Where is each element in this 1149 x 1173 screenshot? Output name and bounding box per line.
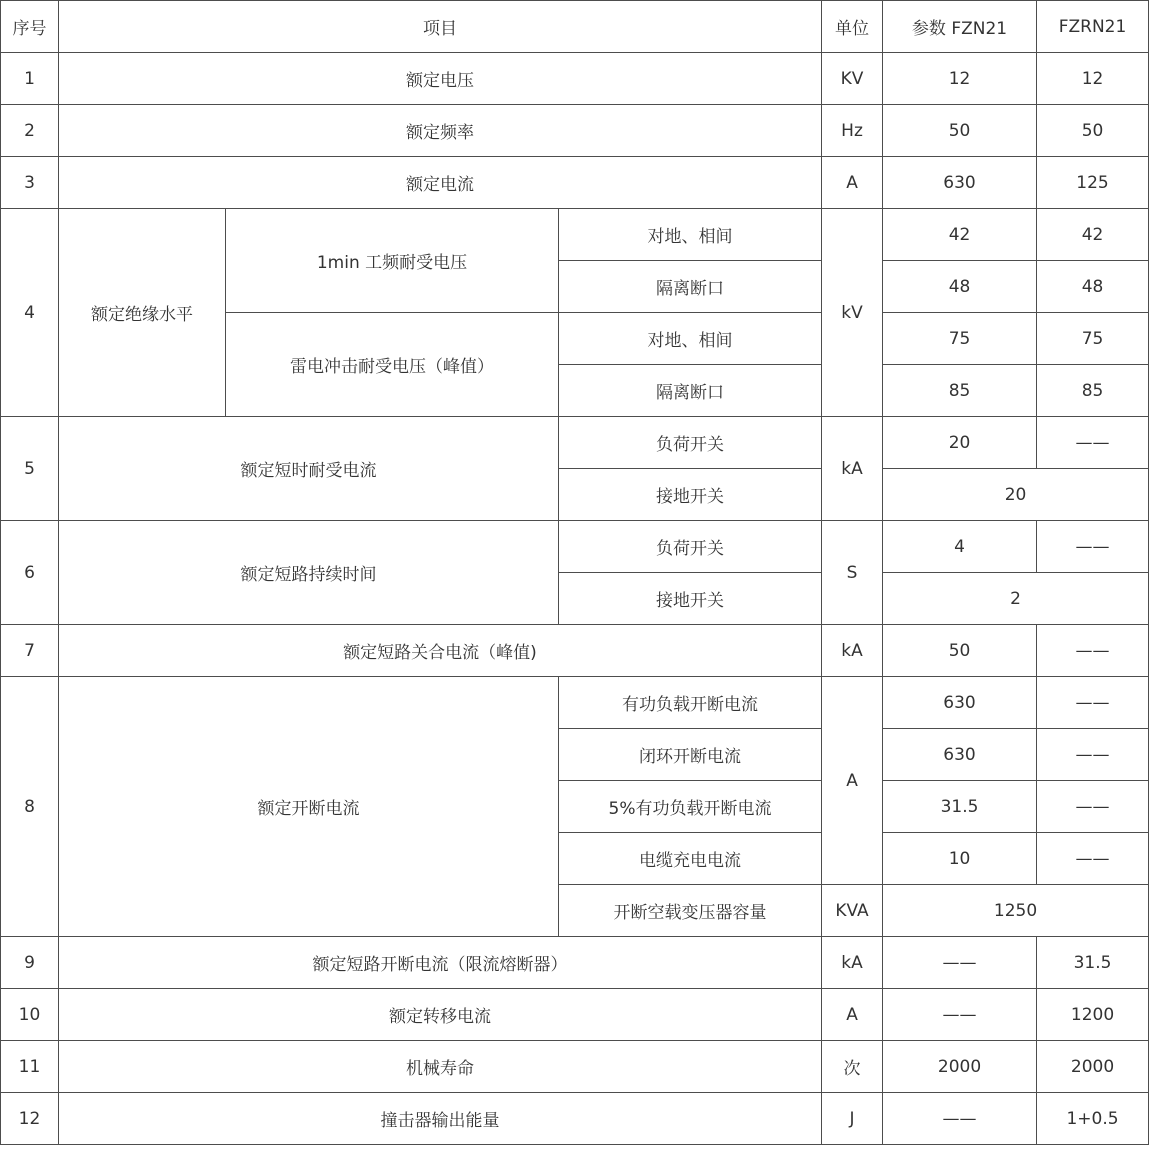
fzrn21-value: —— [1037,729,1149,781]
sub-item-label: 5%有功负载开断电流 [559,781,822,833]
fzrn21-value: 75 [1037,313,1149,365]
table-row [1,1093,1149,1145]
row-unit: S [822,521,883,625]
row-item: 额定频率 [59,105,822,157]
row-item: 机械寿命 [59,1041,822,1093]
row-no: 8 [1,677,59,937]
row-unit: kV [822,209,883,417]
fzn21-value: 20 [883,417,1037,469]
fzn21-value: 10 [883,833,1037,885]
row-item: 额定绝缘水平 [59,209,226,417]
table-row [1,157,1149,209]
row-unit: A [822,989,883,1041]
lightning-impulse-withstand-label: 雷电冲击耐受电压（峰值） [226,313,559,417]
header-no: 序号 [1,1,59,53]
row-item: 额定电流 [59,157,822,209]
fzrn21-value: —— [1037,625,1149,677]
header-item: 项目 [59,1,822,53]
header-unit: 单位 [822,1,883,53]
fzrn21-value: —— [1037,417,1149,469]
sub-item-label: 有功负载开断电流 [559,677,822,729]
row-item: 额定短路关合电流（峰值) [59,625,822,677]
row-unit: Hz [822,105,883,157]
sub-item-label: 负荷开关 [559,521,822,573]
row-no: 10 [1,989,59,1041]
sub-item-label: 对地、相间 [559,313,822,365]
row-no: 1 [1,53,59,105]
power-frequency-withstand-label: 1min 工频耐受电压 [226,209,559,313]
row-no: 3 [1,157,59,209]
sub-item-label: 接地开关 [559,573,822,625]
row-item: 额定电压 [59,53,822,105]
sub-item-label: 接地开关 [559,469,822,521]
row-item: 额定开断电流 [59,677,559,937]
fzrn21-value: 1200 [1037,989,1149,1041]
row-item: 额定短路开断电流（限流熔断器） [59,937,822,989]
table-row [1,937,1149,989]
table-row [1,209,1149,261]
row-no: 7 [1,625,59,677]
fzrn21-value: 48 [1037,261,1149,313]
row-no: 12 [1,1093,59,1145]
row-unit: J [822,1093,883,1145]
fzn21-value: 2000 [883,1041,1037,1093]
fzrn21-value: 125 [1037,157,1149,209]
fzn21-value: 630 [883,729,1037,781]
fzrn21-value: 31.5 [1037,937,1149,989]
sub-item-label: 负荷开关 [559,417,822,469]
row-unit: kA [822,417,883,521]
sub-item-label: 隔离断口 [559,365,822,417]
fzn21-value: 42 [883,209,1037,261]
sub-item-label: 对地、相间 [559,209,822,261]
row-item: 额定转移电流 [59,989,822,1041]
header-row [1,1,1149,53]
row-unit: kA [822,625,883,677]
fzrn21-value: 50 [1037,105,1149,157]
fzn21-value: 31.5 [883,781,1037,833]
fzrn21-value: —— [1037,781,1149,833]
fzn21-value: 85 [883,365,1037,417]
fzn21-value: —— [883,937,1037,989]
fzrn21-value: 12 [1037,53,1149,105]
fzn21-value: 75 [883,313,1037,365]
row-unit: 次 [822,1041,883,1093]
row-no: 9 [1,937,59,989]
fzn21-value: 630 [883,157,1037,209]
table-row [1,989,1149,1041]
row-no: 11 [1,1041,59,1093]
table-row [1,417,1149,469]
fzn21-value: 12 [883,53,1037,105]
sub-item-label: 隔离断口 [559,261,822,313]
row-unit: KV [822,53,883,105]
shared-value: 2 [883,573,1149,625]
table-row [1,1041,1149,1093]
row-no: 2 [1,105,59,157]
table-row [1,521,1149,573]
fzrn21-value: 42 [1037,209,1149,261]
shared-value: 20 [883,469,1149,521]
fzrn21-value: —— [1037,521,1149,573]
fzn21-value: 4 [883,521,1037,573]
row-item: 额定短时耐受电流 [59,417,559,521]
header-fzn21: 参数 FZN21 [883,1,1037,53]
fzn21-value: —— [883,989,1037,1041]
fzn21-value: 50 [883,105,1037,157]
row-unit: kA [822,937,883,989]
fzrn21-value: —— [1037,833,1149,885]
shared-value: 1250 [883,885,1149,937]
row-item: 额定短路持续时间 [59,521,559,625]
table-row [1,625,1149,677]
table-row [1,677,1149,729]
sub-item-label: 电缆充电电流 [559,833,822,885]
fzn21-value: 630 [883,677,1037,729]
row-no: 5 [1,417,59,521]
row-unit: A [822,157,883,209]
sub-item-label: 闭环开断电流 [559,729,822,781]
row-unit: A [822,677,883,885]
table-row [1,53,1149,105]
table-row [1,105,1149,157]
fzn21-value: —— [883,1093,1037,1145]
row-no: 6 [1,521,59,625]
header-fzrn21: FZRN21 [1037,1,1149,53]
sub-item-label: 开断空载变压器容量 [559,885,822,937]
row-item: 撞击器输出能量 [59,1093,822,1145]
fzrn21-value: 2000 [1037,1041,1149,1093]
row-no: 4 [1,209,59,417]
fzrn21-value: 1+0.5 [1037,1093,1149,1145]
fzn21-value: 48 [883,261,1037,313]
fzrn21-value: —— [1037,677,1149,729]
fzrn21-value: 85 [1037,365,1149,417]
fzn21-value: 50 [883,625,1037,677]
row-unit: KVA [822,885,883,937]
